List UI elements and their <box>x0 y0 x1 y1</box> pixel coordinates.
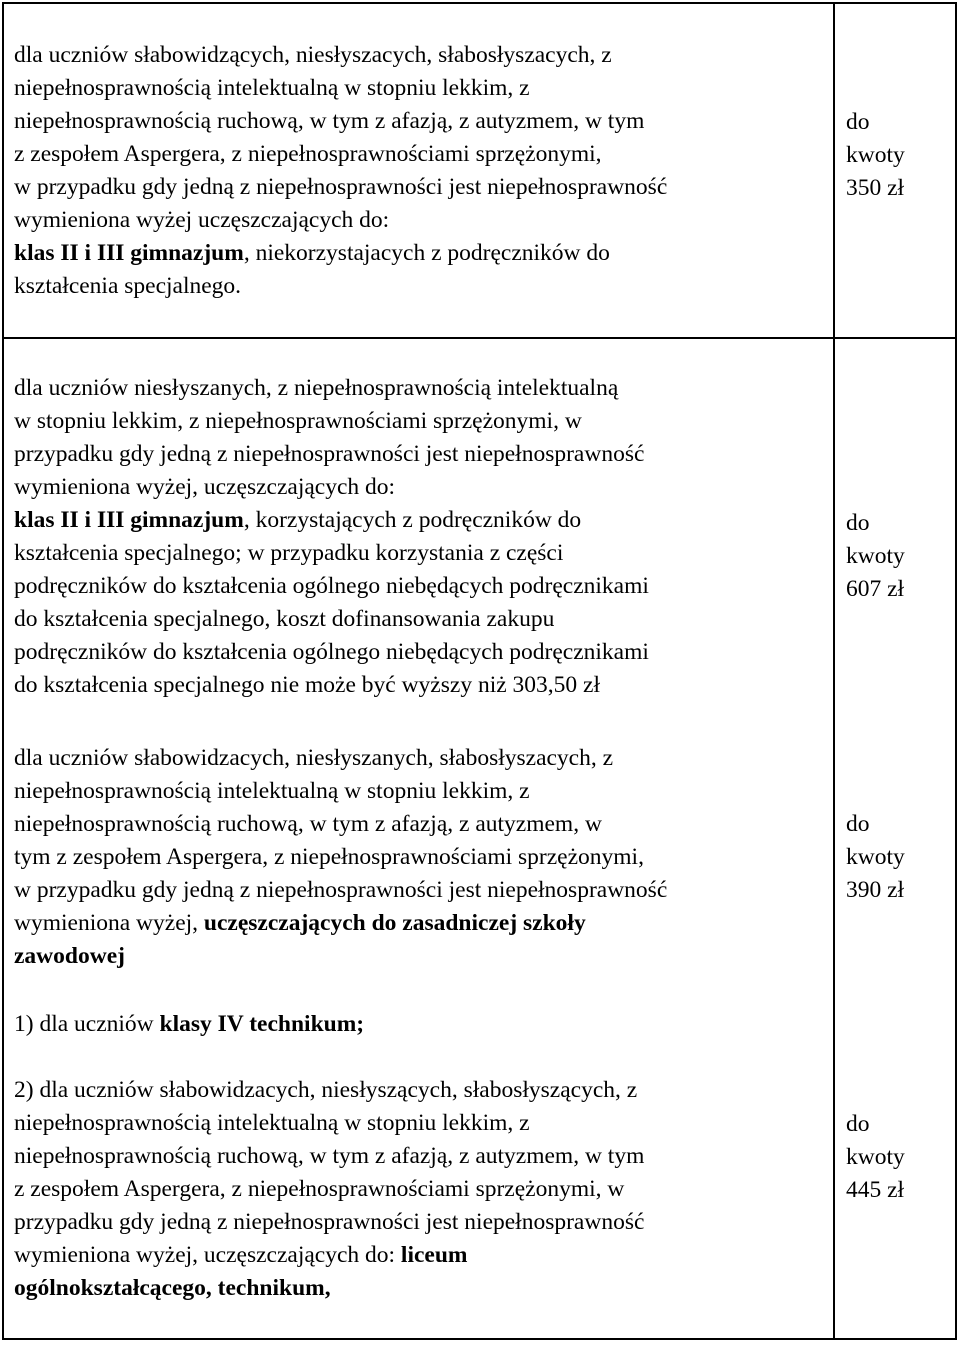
text-line <box>14 138 667 171</box>
text-line <box>14 1206 644 1239</box>
text-line <box>14 808 667 841</box>
amount-line: 607 zł <box>846 576 905 602</box>
bold-text: klasy IV technikum; <box>159 1011 365 1037</box>
table-column-divider <box>833 2 835 1340</box>
text-segment: niepełnosprawnością intelektualną w stopniu lekkim, z <box>14 75 530 101</box>
text-segment: wymieniona wyżej, uczęszczających do: <box>14 474 396 500</box>
text-line <box>14 204 667 237</box>
amount-line: do <box>846 510 870 536</box>
text-segment: 2) dla uczniów słabowidzacych, niesłyszących, słabosłyszących, z <box>14 1077 638 1103</box>
text-segment: niepełnosprawnością intelektualną w stopniu lekkim, z <box>14 778 530 804</box>
text-segment: przypadku gdy jedną z niepełnosprawności jest niepełnosprawność <box>14 1209 645 1235</box>
text-segment: tym z zespołem Aspergera, z niepełnosprawnościami sprzężonymi, <box>14 844 644 870</box>
text-segment: z zespołem Aspergera, z niepełnosprawnościami sprzężonymi, <box>14 141 602 167</box>
text-segment: niepełnosprawnością ruchową, w tym z afazją, z autyzmem, w tym <box>14 1143 645 1169</box>
amount-line: kwoty <box>846 1144 905 1170</box>
text-segment: w stopniu lekkim, z niepełnosprawnościami sprzężonymi, w <box>14 408 582 434</box>
text-segment: dla uczniów niesłyszanych, z niepełnosprawnością intelektualną <box>14 375 619 401</box>
text-line <box>14 669 649 702</box>
row-4-description <box>14 1008 644 1305</box>
text-segment: niepełnosprawnością ruchową, w tym z afazją, z autyzmem, w tym <box>14 108 645 134</box>
text-segment: w przypadku gdy jedną z niepełnosprawności jest niepełnosprawność <box>14 877 668 903</box>
text-line <box>14 775 667 808</box>
row-3-amount <box>846 808 905 907</box>
text-line <box>14 1008 644 1041</box>
text-line <box>14 570 649 603</box>
text-segment: podręczników do kształcenia ogólnego niebędących podręcznikami <box>14 573 649 599</box>
row-1-amount <box>846 106 905 205</box>
text-segment: wymieniona wyżej, uczęszczających do: <box>14 1242 401 1268</box>
text-line <box>14 1074 644 1107</box>
text-line <box>14 438 649 471</box>
text-segment: do kształcenia specjalnego nie może być wyższy niż 303,50 zł <box>14 672 600 698</box>
bold-text: klas II i III gimnazjum <box>14 240 244 266</box>
text-line <box>14 1272 644 1305</box>
bold-text: liceum <box>400 1242 468 1268</box>
text-segment: podręczników do kształcenia ogólnego niebędących podręcznikami <box>14 639 649 665</box>
text-segment: wymieniona wyżej uczęszczających do: <box>14 207 390 233</box>
text-segment: niepełnosprawnością ruchową, w tym z afazją, z autyzmem, w <box>14 811 602 837</box>
table-border-right <box>955 2 957 1340</box>
text-segment: , niekorzystajacych z podręczników do <box>243 240 610 266</box>
bold-text: uczęszczających do zasadniczej szkoły <box>203 910 586 936</box>
bold-text: klas II i III gimnazjum <box>14 507 244 533</box>
text-line <box>14 39 667 72</box>
bold-text: ogólnokształcącego, technikum, <box>14 1275 331 1301</box>
amount-line: 445 zł <box>846 1177 905 1203</box>
text-line <box>14 841 667 874</box>
text-line <box>14 1239 644 1272</box>
text-line <box>14 405 649 438</box>
text-line <box>14 907 667 940</box>
table-border-left <box>2 2 4 1340</box>
row-2-description <box>14 372 649 702</box>
text-line <box>14 874 667 907</box>
text-segment: 1) dla uczniów <box>14 1011 160 1037</box>
text-line <box>14 372 649 405</box>
text-segment: z zespołem Aspergera, z niepełnosprawnościami sprzężonymi, w <box>14 1176 625 1202</box>
text-line <box>14 636 649 669</box>
row-3-description <box>14 742 667 973</box>
text-line <box>14 1173 644 1206</box>
text-line <box>14 105 667 138</box>
amount-line: kwoty <box>846 844 905 870</box>
text-line <box>14 603 649 636</box>
text-line <box>14 171 667 204</box>
amount-line: do <box>846 811 870 837</box>
text-line <box>14 742 667 775</box>
text-line <box>14 504 649 537</box>
text-segment: dla uczniów słabowidzących, niesłyszacych, słabosłyszacych, z <box>14 42 612 68</box>
text-segment: niepełnosprawnością intelektualną w stopniu lekkim, z <box>14 1110 530 1136</box>
amount-line: 350 zł <box>846 175 905 201</box>
blank-line <box>14 1041 644 1074</box>
amount-line: kwoty <box>846 543 905 569</box>
table-row-divider <box>2 337 957 339</box>
amount-line: do <box>846 1111 870 1137</box>
text-line <box>14 72 667 105</box>
row-1-description <box>14 39 667 303</box>
amount-line: kwoty <box>846 142 905 168</box>
text-segment: dla uczniów słabowidzacych, niesłyszanych, słabosłyszacych, z <box>14 745 614 771</box>
text-line <box>14 471 649 504</box>
text-segment: do kształcenia specjalnego, koszt dofinansowania zakupu <box>14 606 555 632</box>
text-line <box>14 1140 644 1173</box>
table-border-bottom <box>2 1338 957 1340</box>
text-line <box>14 270 667 303</box>
text-segment: kształcenia specjalnego. <box>14 273 242 299</box>
text-line <box>14 237 667 270</box>
table-border-top <box>2 2 957 4</box>
text-segment: w przypadku gdy jedną z niepełnosprawności jest niepełnosprawność <box>14 174 668 200</box>
text-segment: kształcenia specjalnego; w przypadku korzystania z części <box>14 540 564 566</box>
row-2-amount <box>846 507 905 606</box>
bold-text: zawodowej <box>14 943 125 969</box>
row-4-amount <box>846 1108 905 1207</box>
text-line <box>14 1107 644 1140</box>
text-line <box>14 537 649 570</box>
amount-line: 390 zł <box>846 877 905 903</box>
text-segment: wymieniona wyżej, <box>14 910 204 936</box>
text-segment: przypadku gdy jedną z niepełnosprawności jest niepełnosprawność <box>14 441 645 467</box>
text-segment: , korzystających z podręczników do <box>243 507 582 533</box>
text-line <box>14 940 667 973</box>
amount-line: do <box>846 109 870 135</box>
